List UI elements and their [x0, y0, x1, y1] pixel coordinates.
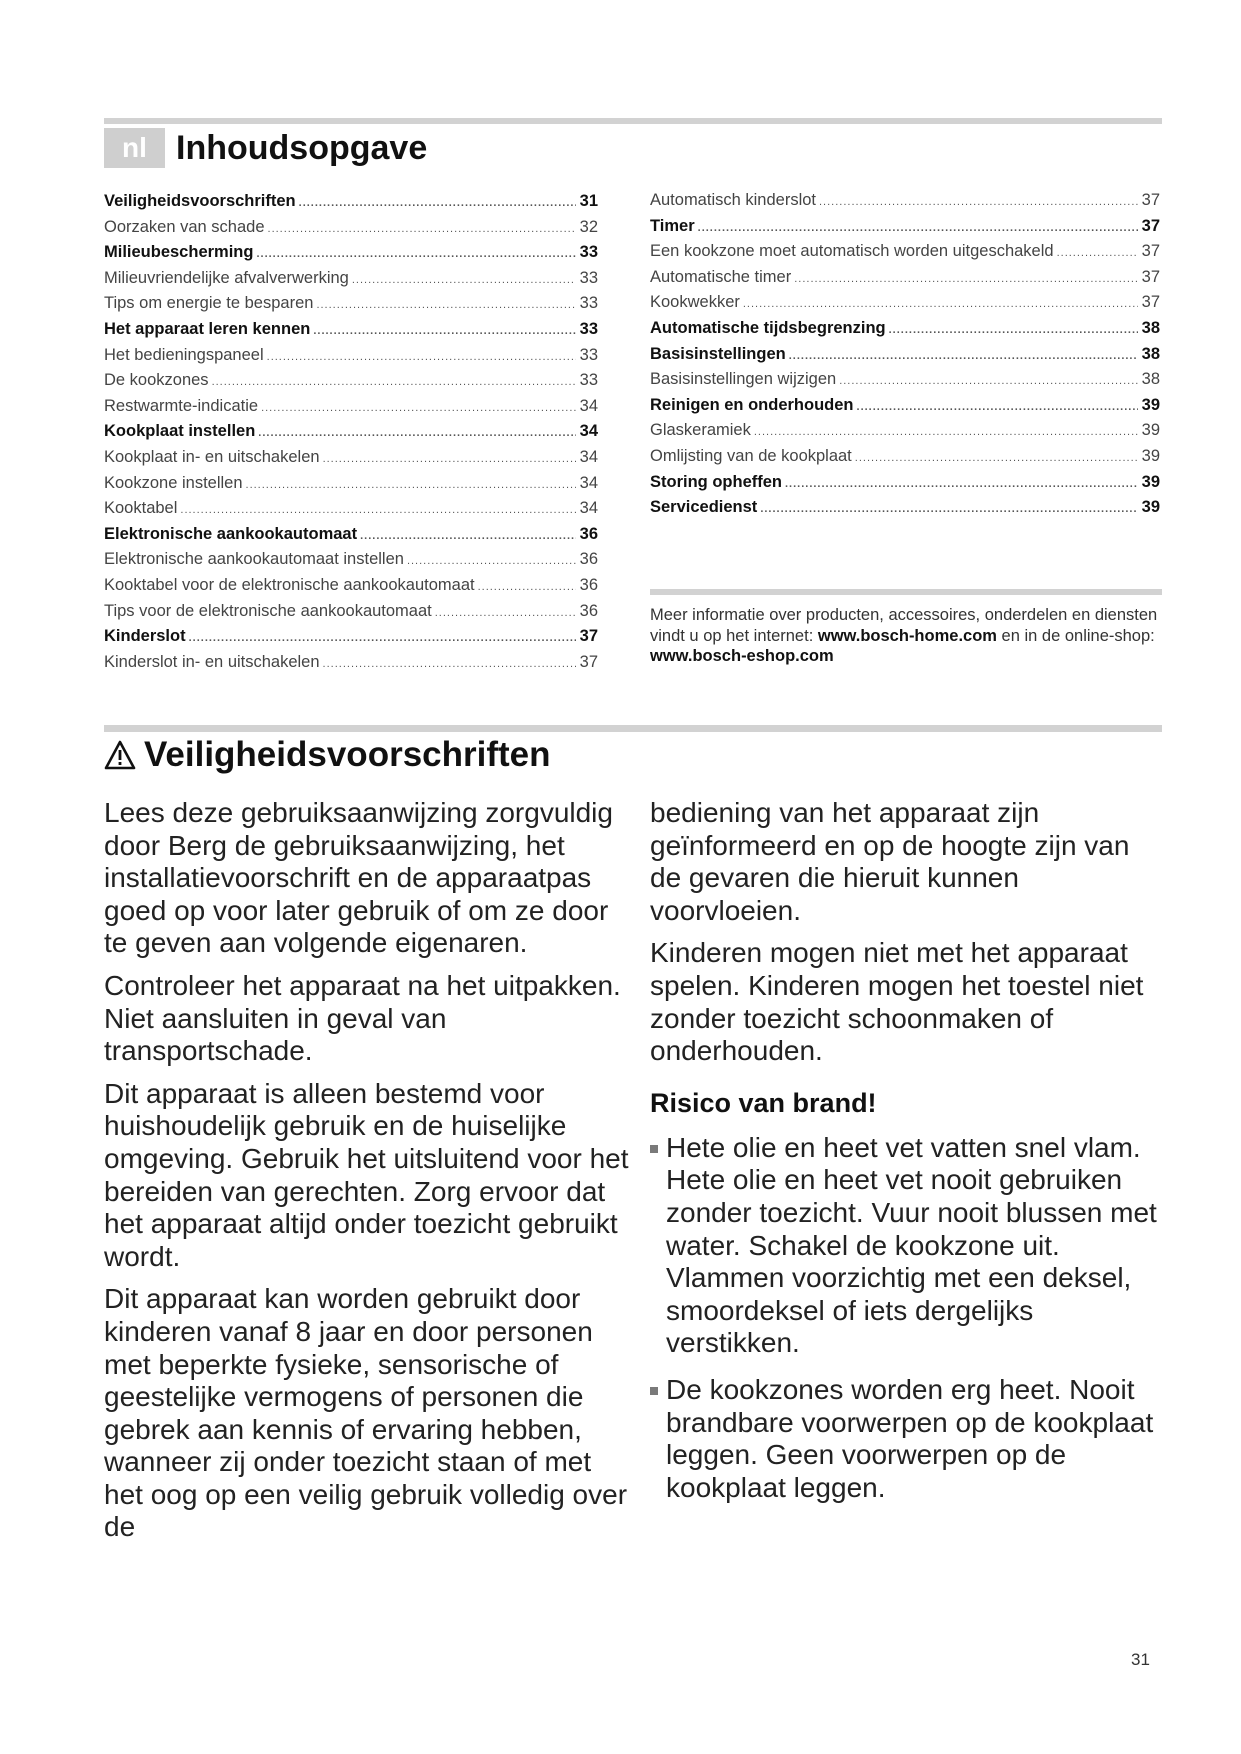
toc-entry-label: Automatische tijdsbegrenzing	[650, 318, 886, 337]
toc-entry-page: 39	[1141, 446, 1160, 465]
toc-entry-page: 32	[579, 217, 598, 236]
toc-leader-dots	[352, 274, 576, 286]
paragraph: Dit apparaat kan worden gebruikt door kinderen vanaf 8 jaar en door personen met beperkte fysieke, sensorische of geestelijke vermogens of personen die gebrek aan kennis of ervaring hebben, wanneer zij onder toezicht staan of met het oog op een veilig gebruik volledig over de	[104, 1283, 628, 1543]
toc-entry-label: Kooktabel	[104, 499, 178, 518]
toc-leader-dots	[267, 351, 576, 363]
toc-entry-page: 34	[579, 422, 598, 441]
info-note	[650, 605, 1162, 667]
toc-entry[interactable]	[650, 421, 1160, 447]
toc-leader-dots	[435, 607, 576, 619]
link-bosch-eshop[interactable]: www.bosch-eshop.com	[650, 647, 834, 665]
toc-entry-page: 38	[1141, 318, 1160, 337]
toc-entry[interactable]	[104, 218, 598, 244]
toc-right-column	[650, 191, 1160, 524]
list-item-text: Hete olie en heet vet vatten snel vlam. Hete olie en heet vet nooit gebruiken zonder toezicht. Vuur nooit blussen met water. Schakel de kookzone uit. Vlammen voorzichtig met een deksel, smoordeksel of iets dergelijks verstikken.	[666, 1131, 1157, 1359]
toc-entry-label: Milieuvriendelijke afvalverwerking	[104, 268, 349, 287]
toc-leader-dots	[313, 325, 575, 337]
toc-entry[interactable]	[104, 320, 598, 346]
bullet-square-icon	[650, 1387, 658, 1395]
toc-entry-label: Kookplaat instellen	[104, 422, 256, 441]
toc-entry-page: 36	[579, 550, 598, 569]
list-item-text: De kookzones worden erg heet. Nooit brandbare voorwerpen op de kookplaat leggen. Geen voorwerpen op de kookplaat leggen.	[666, 1373, 1154, 1503]
toc-entry-page: 33	[579, 294, 598, 313]
toc-entry-label: Kinderslot	[104, 627, 186, 646]
toc-entry-page: 36	[579, 601, 598, 620]
toc-entry-label: Elektronische aankookautomaat	[104, 524, 358, 543]
toc-entry[interactable]	[650, 217, 1160, 243]
toc-leader-dots	[478, 581, 576, 593]
toc-entry-label: Milieubescherming	[104, 243, 254, 262]
toc-entry-label: Servicedienst	[650, 498, 758, 517]
toc-leader-dots	[360, 530, 576, 542]
toc-leader-dots	[407, 555, 576, 567]
toc-leader-dots	[1057, 247, 1138, 259]
toc-entry-label: Glaskeramiek	[650, 421, 751, 440]
link-bosch-home[interactable]: www.bosch-home.com	[817, 626, 997, 645]
toc-leader-dots	[839, 375, 1137, 387]
paragraph: Dit apparaat is alleen bestemd voor huishoudelijk gebruik en de huiselijke omgeving. Gebruik het uitsluitend voor het bereiden van gerechten. Zorg ervoor dat het apparaat altijd onder toezicht gebruikt wordt.	[104, 1077, 629, 1272]
toc-entry[interactable]	[650, 396, 1160, 422]
toc-entry-page: 37	[579, 627, 598, 646]
toc-left-column	[104, 192, 598, 678]
toc-leader-dots	[760, 503, 1137, 515]
toc-entry-label: Timer	[650, 216, 695, 235]
toc-entry[interactable]	[104, 653, 598, 679]
toc-entry[interactable]	[650, 370, 1160, 396]
toc-entry-page: 33	[579, 371, 598, 390]
toc-entry-label: Het bedieningspaneel	[104, 345, 264, 364]
toc-entry-page: 36	[579, 524, 598, 543]
toc-leader-dots	[698, 222, 1138, 234]
toc-leader-dots	[268, 223, 576, 235]
toc-entry-page: 39	[1141, 421, 1160, 440]
section-title-text: Veiligheidsvoorschriften	[144, 735, 551, 774]
toc-leader-dots	[789, 350, 1138, 362]
paragraph: Controleer het apparaat na het uitpakken. Niet aansluiten in geval van transportschade.	[104, 969, 621, 1067]
toc-leader-dots	[754, 426, 1138, 438]
toc-leader-dots	[246, 479, 576, 491]
paragraph: Lees deze gebruiksaanwijzing zorgvuldig door Berg de gebruiksaanwijzing, het installatievoorschrift en de apparaatpas goed op voor later gebruik of om ze door te geven aan volgende eigenaren.	[104, 797, 613, 959]
toc-entry[interactable]	[104, 192, 598, 218]
toc-entry-page: 34	[579, 447, 598, 466]
toc-entry[interactable]	[650, 319, 1160, 345]
toc-entry-label: Automatische timer	[650, 267, 792, 286]
toc-entry-label: Tips om energie te besparen	[104, 294, 314, 313]
toc-entry-page: 34	[579, 396, 598, 415]
toc-leader-dots	[785, 478, 1138, 490]
info-text: Meer informatie over producten, accessoires, onderdelen en diensten vindt u op het internet:	[650, 606, 1158, 645]
toc-entry-page: 37	[1141, 267, 1160, 286]
toc-entry-label: De kookzones	[104, 371, 209, 390]
toc-entry-label: Oorzaken van schade	[104, 217, 265, 236]
toc-entry[interactable]	[104, 576, 598, 602]
toc-entry-page: 37	[1141, 216, 1160, 235]
toc-entry-page: 37	[1141, 293, 1160, 312]
toc-entry-label: Tips voor de elektronische aankookautomaat	[104, 601, 432, 620]
toc-entry-label: Kooktabel voor de elektronische aankookautomaat	[104, 575, 475, 594]
toc-leader-dots	[189, 632, 576, 644]
toc-entry-label: Omlijsting van de kookplaat	[650, 446, 852, 465]
toc-entry[interactable]	[104, 294, 598, 320]
toc-entry-page: 38	[1141, 344, 1160, 363]
toc-entry[interactable]	[104, 448, 598, 474]
toc-entry[interactable]	[650, 191, 1160, 217]
toc-entry-label: Elektronische aankookautomaat instellen	[104, 550, 404, 569]
toc-entry-label: Restwarmte-indicatie	[104, 396, 259, 415]
toc-entry[interactable]	[104, 602, 598, 628]
toc-entry-label: Storing opheffen	[650, 472, 782, 491]
page-number: 31	[1131, 1650, 1150, 1669]
toc-entry[interactable]	[650, 268, 1160, 294]
toc-entry[interactable]	[650, 242, 1160, 268]
toc-leader-dots	[180, 504, 575, 516]
toc-entry-page: 37	[579, 652, 598, 671]
toc-entry-page: 39	[1141, 472, 1160, 491]
toc-entry-label: Basisinstellingen wijzigen	[650, 370, 837, 389]
toc-entry-page: 36	[579, 575, 598, 594]
toc-leader-dots	[258, 427, 575, 439]
risk-list	[650, 1132, 1162, 1505]
info-text-mid: en in de online-shop:	[996, 626, 1155, 645]
toc-leader-dots	[212, 376, 576, 388]
toc-entry[interactable]	[650, 498, 1160, 524]
toc-entry-label: Kookwekker	[650, 293, 740, 312]
toc-entry[interactable]	[104, 371, 598, 397]
toc-entry-label: Veiligheidsvoorschriften	[104, 192, 296, 210]
toc-entry-page: 33	[579, 319, 598, 338]
toc-entry[interactable]	[104, 627, 598, 653]
toc-entry-label: Kinderslot in- en uitschakelen	[104, 652, 320, 671]
risk-heading: Risico van brand!	[650, 1087, 877, 1118]
toc-entry-page: 34	[579, 473, 598, 492]
toc-leader-dots	[323, 658, 576, 670]
toc-entry[interactable]	[104, 243, 598, 269]
toc-entry-label: Reinigen en onderhouden	[650, 395, 854, 414]
section-title	[104, 730, 551, 780]
toc-leader-dots	[323, 453, 576, 465]
toc-entry-page: 37	[1141, 191, 1160, 209]
toc-entry-page: 39	[1141, 395, 1160, 414]
toc-entry[interactable]	[104, 269, 598, 295]
toc-entry[interactable]	[104, 422, 598, 448]
toc-entry-page: 38	[1141, 370, 1160, 389]
toc-entry[interactable]	[104, 550, 598, 576]
toc-entry[interactable]	[650, 447, 1160, 473]
body-left-column	[104, 797, 634, 1554]
toc-entry-page: 33	[579, 243, 598, 262]
toc-leader-dots	[794, 273, 1137, 285]
toc-leader-dots	[889, 324, 1138, 336]
language-tag: nl	[104, 128, 165, 168]
toc-entry-label: Een kookzone moet automatisch worden uitgeschakeld	[650, 242, 1054, 261]
toc-leader-dots	[855, 452, 1138, 464]
toc-entry[interactable]	[104, 397, 598, 423]
paragraph: Kinderen mogen niet met het apparaat spelen. Kinderen mogen het toestel niet zonder toezicht schoonmaken of onderhouden.	[650, 937, 1144, 1067]
toc-entry[interactable]	[104, 499, 598, 525]
toc-entry-label: Basisinstellingen	[650, 344, 786, 363]
toc-entry-page: 31	[579, 192, 598, 210]
toc-leader-dots	[299, 197, 576, 209]
toc-entry[interactable]	[104, 346, 598, 372]
toc-entry-page: 37	[1141, 242, 1160, 261]
toc-entry-page: 33	[579, 268, 598, 287]
toc-entry[interactable]	[650, 473, 1160, 499]
toc-entry-label: Het apparaat leren kennen	[104, 319, 311, 338]
toc-leader-dots	[316, 299, 575, 311]
toc-leader-dots	[819, 196, 1138, 208]
toc-entry[interactable]	[650, 345, 1160, 371]
body-right-column	[650, 797, 1162, 1518]
info-divider	[650, 589, 1162, 595]
warning-triangle-icon	[104, 740, 136, 770]
toc-entry[interactable]	[104, 474, 598, 500]
toc-entry-page: 39	[1141, 498, 1160, 517]
toc-leader-dots	[261, 402, 576, 414]
toc-entry[interactable]	[104, 525, 598, 551]
toc-leader-dots	[743, 298, 1138, 310]
toc-title: Inhoudsopgave	[176, 129, 428, 167]
toc-entry-label: Kookzone instellen	[104, 473, 243, 492]
toc-leader-dots	[857, 401, 1138, 413]
paragraph: bediening van het apparaat zijn geïnformeerd en op de hoogte zijn van de gevaren die hieruit kunnen voorvloeien.	[650, 797, 1130, 926]
list-item	[650, 1374, 1162, 1504]
toc-leader-dots	[256, 248, 575, 260]
toc-entry-label: Kookplaat in- en uitschakelen	[104, 447, 320, 466]
bullet-square-icon	[650, 1145, 658, 1153]
toc-entry-page: 34	[579, 499, 598, 518]
toc-entry[interactable]	[650, 293, 1160, 319]
list-item	[650, 1132, 1162, 1360]
toc-entry-page: 33	[579, 345, 598, 364]
toc-entry-label: Automatisch kinderslot	[650, 191, 816, 209]
